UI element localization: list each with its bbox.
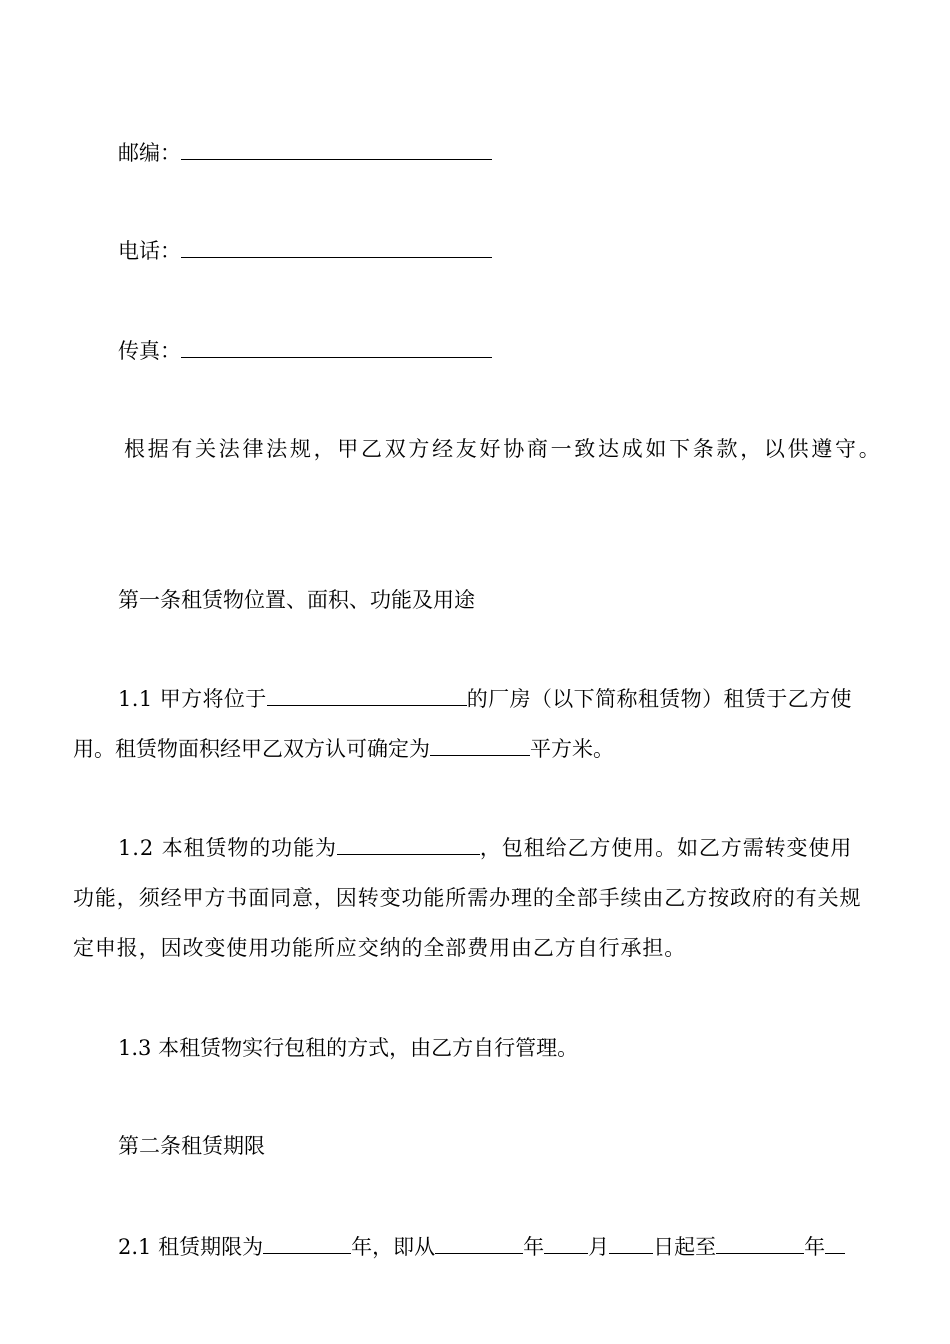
postcode-row bbox=[118, 141, 492, 165]
clause-text: 的厂房（以下简称租赁物）租赁于乙方使 bbox=[466, 687, 852, 711]
phone-blank bbox=[181, 239, 492, 258]
clause-1-1-line2 bbox=[73, 737, 614, 761]
clause-text: 用。租赁物面积经甲乙双方认可确定为 bbox=[73, 737, 430, 761]
area-blank bbox=[430, 737, 530, 756]
clause-text: 月 bbox=[588, 1235, 610, 1259]
clause-text: 平方米。 bbox=[530, 737, 614, 761]
clause-1-1-line1 bbox=[118, 687, 852, 711]
article-1-heading: 第一条租赁物位置、面积、功能及用途 bbox=[118, 588, 475, 612]
clause-text: 年 bbox=[523, 1235, 545, 1259]
postcode-label: 邮编： bbox=[118, 141, 181, 165]
clause-text: 甲方将位于 bbox=[159, 687, 267, 711]
clause-text: ，包租给乙方使用。如乙方需转变使用 bbox=[479, 836, 853, 860]
clause-text: 租赁期限为 bbox=[158, 1235, 264, 1259]
phone-row bbox=[118, 239, 492, 263]
clause-text: 本租赁物实行包租的方式，由乙方自行管理。 bbox=[158, 1036, 579, 1060]
clause-number: 2.1 bbox=[118, 1235, 152, 1259]
clause-number: 1.1 bbox=[118, 687, 153, 711]
clause-1-2-line3: 定申报，因改变使用功能所应交纳的全部费用由乙方自行承担。 bbox=[73, 936, 687, 960]
start-year-blank bbox=[435, 1235, 523, 1254]
end-month-blank bbox=[825, 1235, 845, 1254]
postcode-blank bbox=[181, 141, 492, 160]
clause-number: 1.2 bbox=[118, 836, 155, 860]
fax-row bbox=[118, 339, 492, 363]
clause-text: 年，即从 bbox=[351, 1235, 436, 1259]
phone-label: 电话： bbox=[118, 239, 181, 263]
fax-blank bbox=[181, 339, 492, 358]
years-blank bbox=[263, 1235, 351, 1254]
clause-text: 年 bbox=[804, 1235, 826, 1259]
clause-text: 日起至 bbox=[653, 1235, 717, 1259]
end-year-blank bbox=[716, 1235, 804, 1254]
fax-label: 传真： bbox=[118, 339, 181, 363]
clause-text: 本租赁物的功能为 bbox=[161, 836, 337, 860]
clause-1-3 bbox=[118, 1036, 578, 1060]
start-month-blank bbox=[544, 1235, 588, 1254]
start-day-blank bbox=[609, 1235, 653, 1254]
article-2-heading: 第二条租赁期限 bbox=[118, 1134, 265, 1158]
clause-number: 1.3 bbox=[118, 1036, 152, 1060]
clause-1-2-line2: 功能，须经甲方书面同意，因转变功能所需办理的全部手续由乙方按政府的有关规 bbox=[73, 886, 862, 910]
intro-paragraph: 根据有关法律法规，甲乙双方经友好协商一致达成如下条款，以供遵守。 bbox=[124, 437, 883, 461]
clause-2-1 bbox=[118, 1235, 845, 1259]
clause-1-2-line1 bbox=[118, 836, 852, 860]
function-blank bbox=[337, 836, 480, 855]
location-blank bbox=[267, 687, 467, 706]
